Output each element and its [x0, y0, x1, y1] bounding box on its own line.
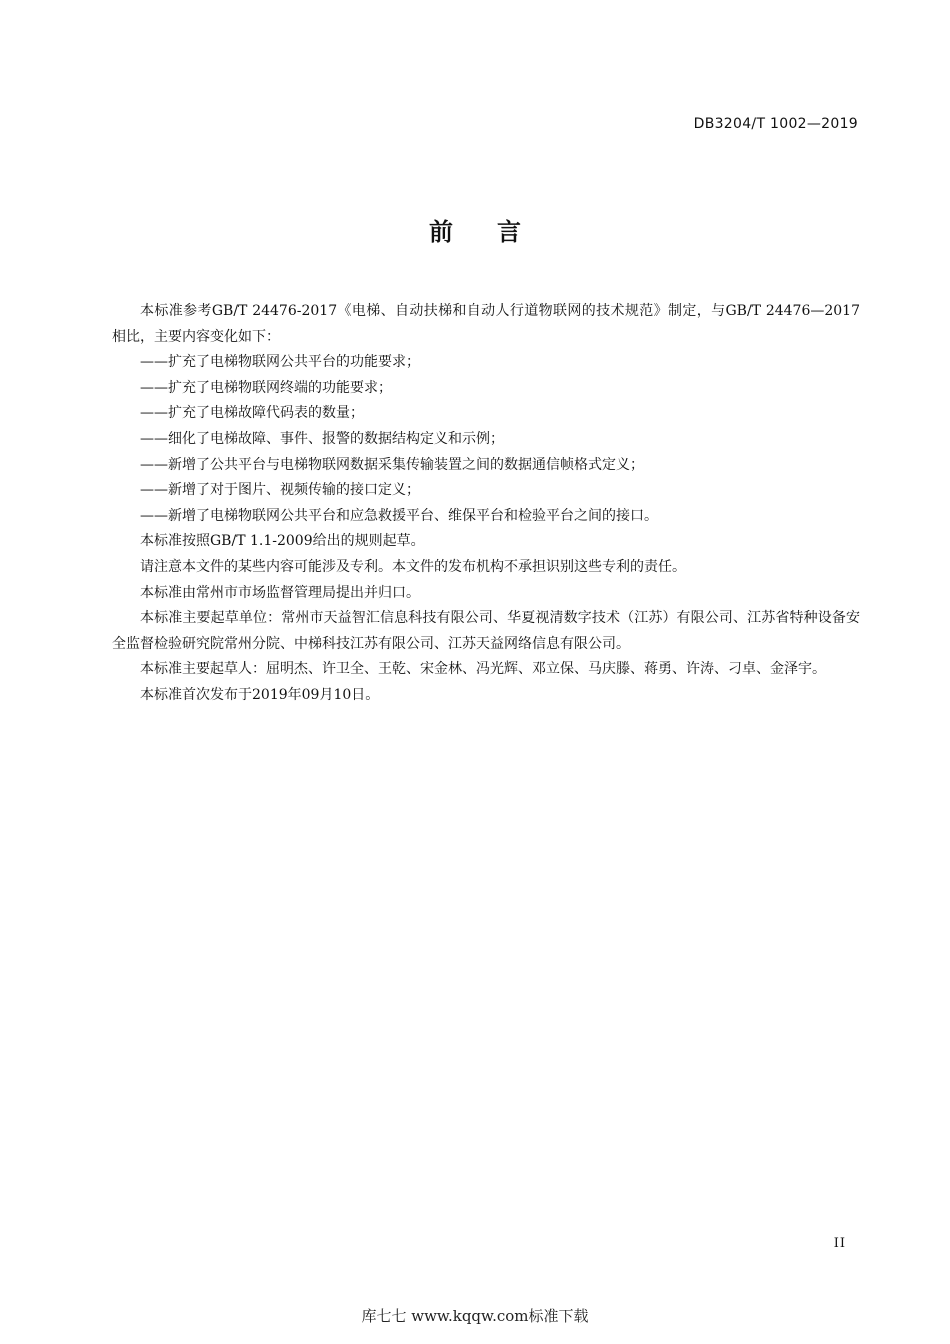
change-item: ——扩充了电梯物联网公共平台的功能要求； — [140, 354, 420, 371]
drafting-units-paragraph: 本标准主要起草单位：常州市天益智汇信息科技有限公司、华夏视清数字技术（江苏）有限公司、江苏省特种设备安全监督检验研究院常州分院、中梯科技江苏有限公司、江苏天益网络信息有限公司。 — [112, 610, 860, 652]
change-item: ——新增了公共平台与电梯物联网数据采集传输装置之间的数据通信帧格式定义； — [140, 456, 644, 473]
patent-notice-paragraph: 请注意本文件的某些内容可能涉及专利。本文件的发布机构不承担识别这些专利的责任。 — [140, 558, 686, 575]
proposer-paragraph: 本标准由常州市市场监督管理局提出并归口。 — [140, 584, 420, 601]
document-code: DB3204/T 1002—2019 — [693, 116, 858, 132]
intro-paragraph: 本标准参考GB/T 24476-2017《电梯、自动扶梯和自动人行道物联网的技术规范》制定，与GB/T 24476—2017相比，主要内容变化如下： — [112, 303, 860, 345]
change-item: ——新增了对于图片、视频传输的接口定义； — [140, 482, 420, 499]
release-date-paragraph: 本标准首次发布于2019年09月10日。 — [140, 686, 380, 703]
footer-watermark: 库七七 www.kqqw.com标准下载 — [361, 1307, 589, 1325]
change-item: ——新增了电梯物联网公共平台和应急救援平台、维保平台和检验平台之间的接口。 — [140, 507, 658, 524]
drafters-paragraph: 本标准主要起草人：屈明杰、许卫全、王乾、宋金林、冯光辉、邓立保、马庆滕、蒋勇、许涛、刁卓、金泽宇。 — [140, 661, 826, 678]
drafting-rules-paragraph: 本标准按照GB/T 1.1-2009给出的规则起草。 — [140, 533, 425, 550]
page-number: II — [833, 1236, 846, 1251]
change-item: ——扩充了电梯物联网终端的功能要求； — [140, 379, 392, 396]
change-item: ——扩充了电梯故障代码表的数量； — [140, 405, 364, 422]
page-title: 前言 — [429, 218, 565, 246]
change-item: ——细化了电梯故障、事件、报警的数据结构定义和示例； — [140, 430, 504, 447]
foreword-body — [112, 299, 860, 709]
